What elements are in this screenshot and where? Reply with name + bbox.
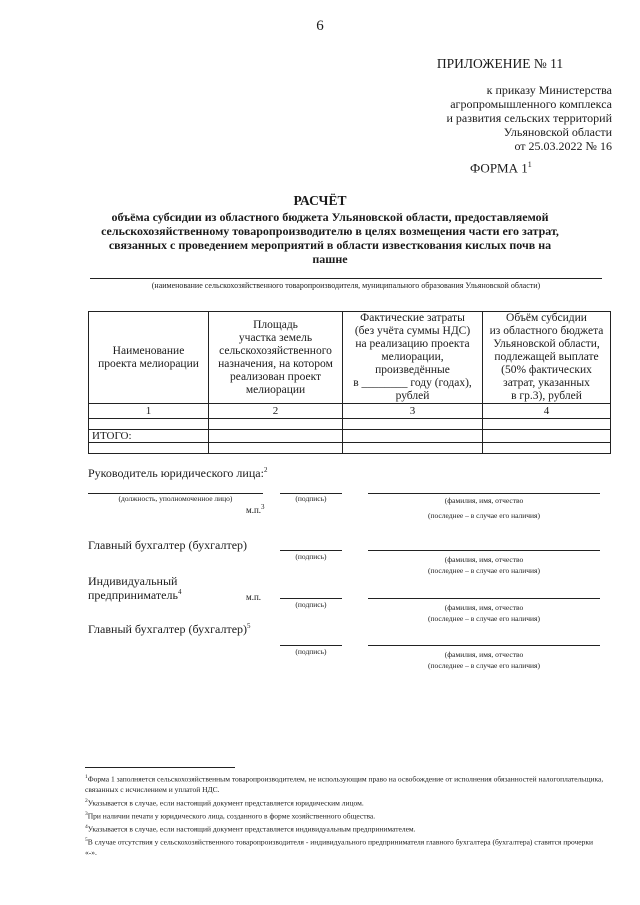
entrepreneur-label-text: предприниматель xyxy=(88,588,178,602)
header-text: Объём субсидии xyxy=(506,312,587,324)
head-label-text: Руководитель юридического лица: xyxy=(88,466,264,480)
order-line: к приказу Министерства xyxy=(486,83,612,97)
footnote xyxy=(85,796,605,809)
position-caption: (должность, уполномоченное лицо) xyxy=(118,494,233,503)
order-line: от 25.03.2022 № 16 xyxy=(514,139,612,153)
header-text: сельскохозяйственного xyxy=(219,344,332,357)
total-row xyxy=(89,430,611,443)
order-line: и развития сельских территорий xyxy=(446,111,612,125)
header-text: реализован проект xyxy=(229,370,322,383)
footnote-ref: 1 xyxy=(85,774,88,780)
form-footnote-ref: 1 xyxy=(527,160,532,169)
table-cell[interactable] xyxy=(89,443,209,454)
subtitle-line: объёма субсидии из областного бюджета Ульяновской области, предоставляемой xyxy=(111,210,549,224)
fio-field[interactable] xyxy=(368,598,600,599)
entrepreneur-label-line1: Индивидуальный xyxy=(88,574,178,588)
footnote-ref: 3 xyxy=(85,810,88,817)
column-number: 2 xyxy=(209,404,343,419)
column-number: 3 xyxy=(343,404,483,419)
form-label-text: ФОРМА 1 xyxy=(470,160,528,176)
header-text: (50% фактических xyxy=(501,364,592,376)
footnote xyxy=(85,822,605,835)
footnote-text: При наличии печати у юридического лица, созданного в форме хозяйственного общества. xyxy=(87,811,376,820)
fio-field[interactable] xyxy=(368,645,600,646)
header-text: на реализацию проекта xyxy=(355,338,470,350)
document-subtitle xyxy=(90,210,570,266)
calculation-table xyxy=(88,311,611,454)
fio-caption-note: (последнее – в случае его наличия) xyxy=(427,614,541,623)
column-number: 4 xyxy=(483,404,611,419)
footnote-ref: 5 xyxy=(247,622,251,630)
fio-field[interactable] xyxy=(368,493,600,494)
table-row xyxy=(89,443,611,454)
header-text: Ульяновской области, xyxy=(493,338,600,350)
header-text: Фактические затраты xyxy=(360,312,465,324)
footnote-text: Указывается в случае, если настоящий документ представляется индивидуальным предпринимателем. xyxy=(87,824,416,833)
header-text: назначения, на котором xyxy=(218,357,333,370)
header-text: участка земель xyxy=(238,331,313,344)
column-numbers-row xyxy=(89,404,611,419)
fio-caption-note: (последнее – в случае его наличия) xyxy=(427,661,541,670)
header-text: мелиорации, произведённые xyxy=(375,351,450,376)
table-cell[interactable] xyxy=(209,419,343,430)
header-area xyxy=(209,312,343,404)
fio-caption: (фамилия, имя, отчество xyxy=(444,496,524,505)
footnote-ref: 2 xyxy=(263,466,268,474)
footnote-text: В случае отсутствия у сельскохозяйственного товаропроизводителя - индивидуального предпринимателя главного бухгалтера (бухгалтера) ставятся прочерки «-». xyxy=(85,837,594,857)
subtitle-line: сельскохозяйственному товаропроизводителю в целях возмещения части его затрат, xyxy=(101,224,559,238)
fio-caption: (фамилия, имя, отчество xyxy=(444,603,524,612)
order-line: агропромышленного комплекса xyxy=(450,97,612,111)
header-project-name xyxy=(89,312,209,404)
table-cell[interactable] xyxy=(209,443,343,454)
header-text: (без учёта суммы НДС) xyxy=(354,325,471,337)
footnote xyxy=(85,809,605,822)
stamp-label: м.п. xyxy=(246,592,262,602)
table-cell[interactable] xyxy=(483,443,611,454)
subtitle-line: связанных с проведением мероприятий в области известкования кислых почв на пашне xyxy=(108,238,552,266)
footnote-text: Форма 1 заполняется сельскохозяйственным товаропроизводителем, не использующим право на освобождение от исполнения обязанностей налогоплательщика, связанных с исчислением и уплатой НДС. xyxy=(85,774,604,794)
accountant-label-text: Главный бухгалтер (бухгалтер) xyxy=(88,622,248,636)
header-text: затрат, указанных xyxy=(503,377,590,389)
header-subsidy-amount xyxy=(483,312,611,404)
signature-caption: (подпись) xyxy=(295,600,327,609)
header-text: рублей xyxy=(395,390,430,402)
producer-name-field[interactable] xyxy=(90,278,602,279)
page-number: 6 xyxy=(316,18,324,34)
head-label xyxy=(88,466,267,481)
stamp-label-text: м.п. xyxy=(246,505,262,515)
footnotes xyxy=(85,772,605,858)
header-text: проекта мелиорации xyxy=(98,357,199,370)
document-title: РАСЧЁТ xyxy=(293,193,347,208)
table-cell[interactable] xyxy=(483,419,611,430)
form-label xyxy=(470,160,532,176)
footnote xyxy=(85,772,605,796)
entrepreneur-accountant-label xyxy=(88,622,251,637)
entrepreneur-label-line2 xyxy=(88,588,181,603)
fio-caption-note: (последнее – в случае его наличия) xyxy=(427,511,541,520)
header-text: в гр.3), рублей xyxy=(511,390,582,402)
chief-accountant-label: Главный бухгалтер (бухгалтер) xyxy=(88,538,248,552)
signature-field[interactable] xyxy=(280,645,342,646)
signature-caption: (подпись) xyxy=(295,647,327,656)
footnote-ref: 2 xyxy=(85,797,88,804)
footnote xyxy=(85,835,605,859)
total-label: ИТОГО: xyxy=(89,430,209,443)
signature-caption: (подпись) xyxy=(295,494,327,503)
column-number: 1 xyxy=(89,404,209,419)
table-cell[interactable] xyxy=(343,419,483,430)
header-text: мелиорации xyxy=(245,383,306,396)
table-row xyxy=(89,419,611,430)
header-text: Наименование xyxy=(112,344,185,357)
fio-caption: (фамилия, имя, отчество xyxy=(444,650,524,659)
fio-caption: (фамилия, имя, отчество xyxy=(444,555,524,564)
table-cell[interactable] xyxy=(343,430,483,443)
signature-caption: (подпись) xyxy=(295,552,327,561)
footnote-ref: 4 xyxy=(177,588,182,596)
order-reference xyxy=(380,83,612,153)
header-text: Площадь xyxy=(253,318,298,331)
footnote-ref: 3 xyxy=(261,503,265,511)
footnote-divider xyxy=(85,767,235,768)
producer-name-caption: (наименование сельскохозяйственного товаропроизводителя, муниципального образования Ульяновской области) xyxy=(151,281,541,290)
appendix-title: ПРИЛОЖЕНИЕ № 11 xyxy=(436,56,564,71)
table-header-row xyxy=(89,312,611,404)
table-cell[interactable] xyxy=(343,443,483,454)
fio-caption-note: (последнее – в случае его наличия) xyxy=(427,566,541,575)
header-actual-costs xyxy=(343,312,483,404)
header-text: в ________ году (годах), xyxy=(353,377,472,389)
signature-field[interactable] xyxy=(280,550,342,551)
stamp-label xyxy=(246,503,265,515)
table-cell[interactable] xyxy=(483,430,611,443)
footnote-ref: 4 xyxy=(85,823,88,830)
order-line: Ульяновской области xyxy=(503,125,612,139)
signature-field[interactable] xyxy=(280,598,342,599)
header-text: из областного бюджета xyxy=(489,325,604,337)
footnote-ref: 5 xyxy=(85,836,88,843)
footnote-text: Указывается в случае, если настоящий документ представляется юридическим лицом. xyxy=(87,798,364,807)
table-cell[interactable] xyxy=(89,419,209,430)
fio-field[interactable] xyxy=(368,550,600,551)
header-text: подлежащей выплате xyxy=(494,351,599,363)
table-cell[interactable] xyxy=(209,430,343,443)
